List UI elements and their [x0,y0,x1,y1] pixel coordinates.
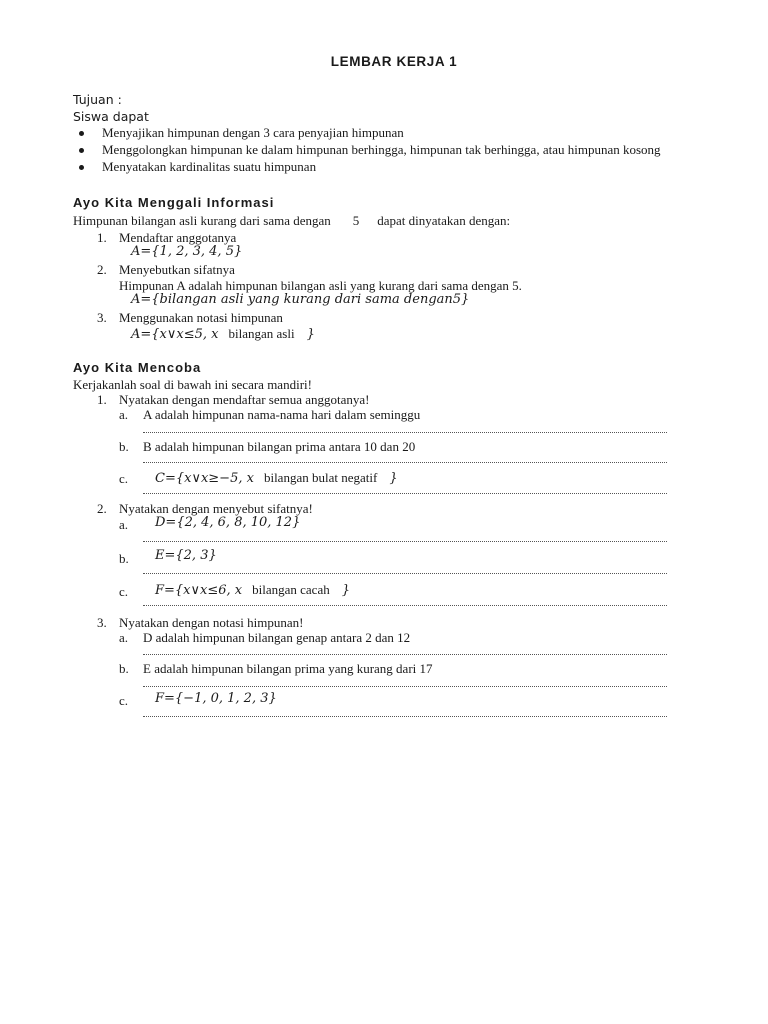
part-letter: a. [119,630,129,645]
part-letter: b. [119,551,129,566]
part-letter: b. [119,439,129,454]
formula-part: } [341,583,350,598]
part-formula [155,470,398,487]
question-number: 2. [97,501,107,516]
section1-intro [73,213,510,229]
objective-item: Menyatakan kardinalitas suatu himpunan [102,159,317,174]
question-number: 3. [97,615,107,630]
bullet-icon [79,148,84,153]
answer-line[interactable] [143,573,667,574]
section-heading-mencoba: Ayo Kita Mencoba [73,360,202,375]
formula-part: C={x∨x≥−5, x [155,471,254,486]
answer-line[interactable] [143,716,667,717]
part-letter: a. [119,407,129,422]
part-formula: E={2, 3} [155,548,217,563]
part-text: A adalah himpunan nama-nama hari dalam seminggu [143,407,421,422]
section-heading-informasi: Ayo Kita Menggali Informasi [73,195,275,210]
answer-line[interactable] [143,432,667,433]
part-letter: a. [119,517,129,532]
part-letter: c. [119,693,129,708]
objective-item: Menggolongkan himpunan ke dalam himpunan berhingga, himpunan tak berhingga, atau himpunan kosong [102,142,661,157]
answer-line[interactable] [143,493,667,494]
part-text: D adalah himpunan bilangan genap antara 2 dan 12 [143,630,411,645]
page-title: LEMBAR KERJA 1 [330,54,458,69]
section2-instruction: Kerjakanlah soal di bawah ini secara mandiri! [73,377,312,392]
formula-a-notation [131,326,315,343]
bullet-icon [79,165,84,170]
part-letter: c. [119,471,129,486]
formula-a-property: A={bilangan asli yang kurang dari sama dengan5} [131,292,470,307]
list-item-label: Mendaftar anggotanya [119,230,237,245]
formula-part: } [306,327,315,342]
question-prompt: Nyatakan dengan mendaftar semua anggotanya! [119,392,370,407]
intro-right-text: dapat dinyatakan dengan: [377,213,511,228]
list-number: 1. [97,230,107,245]
formula-text: bilangan asli [228,326,295,341]
question-prompt: Nyatakan dengan menyebut sifatnya! [119,501,313,516]
list-number: 2. [97,262,107,277]
answer-line[interactable] [143,654,667,655]
formula-part: } [389,471,398,486]
part-formula: F={−1, 0, 1, 2, 3} [155,691,277,706]
list-item-label: Menggunakan notasi himpunan [119,310,283,325]
siswa-label: Siswa dapat [73,109,149,124]
question-number: 1. [97,392,107,407]
part-text: E adalah himpunan bilangan prima yang kurang dari 17 [143,661,433,676]
part-formula: D={2, 4, 6, 8, 10, 12} [155,515,301,530]
part-letter: b. [119,661,129,676]
answer-line[interactable] [143,541,667,542]
part-letter: c. [119,584,129,599]
list-item-label: Menyebutkan sifatnya [119,262,235,277]
formula-text: bilangan bulat negatif [263,470,378,485]
formula-a-list: A={1, 2, 3, 4, 5} [131,244,243,259]
intro-left-text: Himpunan bilangan asli kurang dari sama dengan [73,213,331,228]
intro-number: 5 [352,213,360,228]
answer-line[interactable] [143,605,667,606]
part-formula [155,582,350,599]
answer-line[interactable] [143,686,667,687]
formula-text: bilangan cacah [252,582,330,597]
objective-item: Menyajikan himpunan dengan 3 cara penyajian himpunan [102,125,404,140]
answer-line[interactable] [143,462,667,463]
part-text: B adalah himpunan bilangan prima antara 10 dan 20 [143,439,416,454]
formula-part: F={x∨x≤6, x [155,583,243,598]
formula-part: A={x∨x≤5, x [131,327,219,342]
bullet-icon [79,131,84,136]
tujuan-label: Tujuan : [73,92,122,107]
list-number: 3. [97,310,107,325]
list-item-description: Himpunan A adalah himpunan bilangan asli yang kurang dari sama dengan 5. [119,278,522,293]
question-prompt: Nyatakan dengan notasi himpunan! [119,615,304,630]
